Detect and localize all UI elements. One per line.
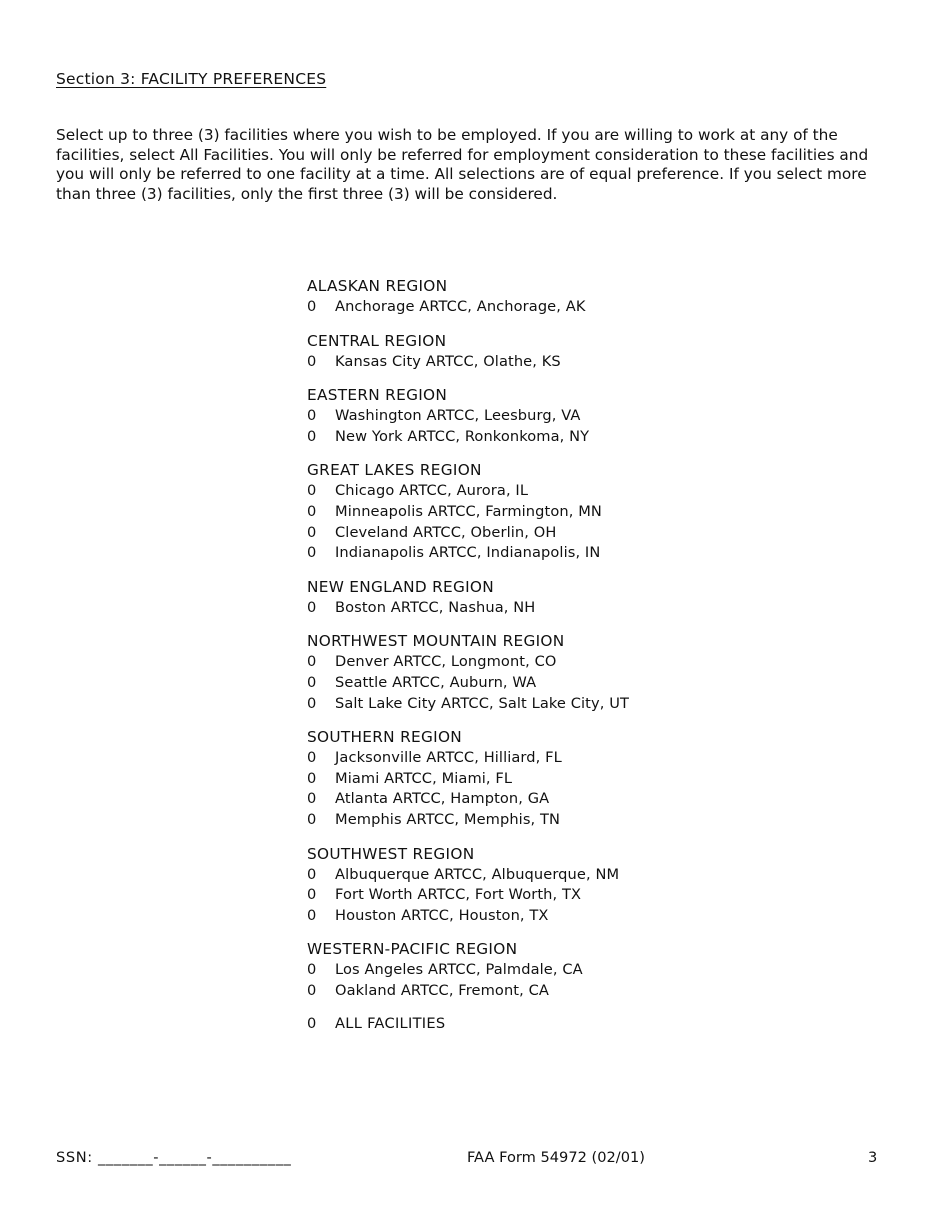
- facility-checkbox[interactable]: 0: [307, 502, 317, 520]
- region-group: [307, 939, 867, 1001]
- form-number: FAA Form 54972 (02/01): [467, 1149, 645, 1166]
- facility-label: Cleveland ARTCC, Oberlin, OH: [335, 523, 557, 541]
- region-group: [307, 577, 867, 619]
- facility-label: Atlanta ARTCC, Hampton, GA: [335, 790, 550, 808]
- facility-option[interactable]: [307, 673, 867, 694]
- facility-option[interactable]: [307, 427, 867, 448]
- facility-option[interactable]: [307, 502, 867, 523]
- facility-option[interactable]: [307, 694, 867, 715]
- facility-option[interactable]: [307, 406, 867, 427]
- facility-checkbox[interactable]: 0: [307, 298, 317, 315]
- facility-label: Chicago ARTCC, Aurora, IL: [335, 482, 529, 500]
- facility-option[interactable]: [307, 652, 867, 673]
- facility-option[interactable]: [307, 748, 867, 769]
- region-group: [307, 385, 867, 447]
- facility-label: Houston ARTCC, Houston, TX: [335, 906, 549, 924]
- facility-label: New York ARTCC, Ronkonkoma, NY: [335, 427, 590, 445]
- page-number: 3: [868, 1149, 878, 1166]
- region-group: [307, 631, 867, 714]
- facility-checkbox[interactable]: 0: [307, 694, 317, 712]
- facility-label: Indianapolis ARTCC, Indianapolis, IN: [335, 544, 601, 562]
- facility-label: Salt Lake City ARTCC, Salt Lake City, UT: [335, 694, 629, 712]
- facility-label: Minneapolis ARTCC, Farmington, MN: [335, 502, 602, 520]
- facility-checkbox[interactable]: 0: [307, 673, 317, 691]
- facility-option[interactable]: [307, 598, 867, 619]
- facility-checkbox[interactable]: 0: [307, 961, 317, 979]
- facility-label: Seattle ARTCC, Auburn, WA: [335, 673, 537, 691]
- region-heading: SOUTHERN REGION: [307, 728, 463, 747]
- region-heading: WESTERN-PACIFIC REGION: [307, 940, 518, 959]
- region-group: [307, 844, 867, 927]
- all-facilities-checkbox[interactable]: 0: [307, 1015, 317, 1033]
- facility-label: Oakland ARTCC, Fremont, CA: [335, 981, 549, 999]
- facility-option[interactable]: [307, 906, 867, 927]
- facility-label: Denver ARTCC, Longmont, CO: [335, 653, 557, 671]
- all-facilities-option[interactable]: [307, 1014, 867, 1035]
- facility-checkbox[interactable]: 0: [307, 653, 317, 671]
- facility-label: Albuquerque ARTCC, Albuquerque, NM: [335, 865, 620, 883]
- facility-option[interactable]: [307, 543, 867, 564]
- region-group: [307, 460, 867, 563]
- facility-label: Miami ARTCC, Miami, FL: [335, 769, 513, 787]
- facility-label: Memphis ARTCC, Memphis, TN: [335, 810, 561, 828]
- facility-label: Los Angeles ARTCC, Palmdale, CA: [335, 961, 583, 979]
- facility-label: Boston ARTCC, Nashua, NH: [335, 598, 536, 616]
- facility-checkbox[interactable]: 0: [307, 544, 317, 562]
- region-heading: EASTERN REGION: [307, 386, 448, 405]
- facility-option[interactable]: [307, 769, 867, 790]
- region-heading: NORTHWEST MOUNTAIN REGION: [307, 632, 565, 651]
- facility-label: Kansas City ARTCC, Olathe, KS: [335, 352, 561, 370]
- facility-checkbox[interactable]: 0: [307, 886, 317, 904]
- facility-checkbox[interactable]: 0: [307, 865, 317, 883]
- facility-option[interactable]: [307, 810, 867, 831]
- facility-checkbox[interactable]: 0: [307, 981, 317, 999]
- section-title: Section 3: FACILITY PREFERENCES: [56, 70, 327, 88]
- region-heading: ALASKAN REGION: [307, 277, 448, 295]
- ssn-field[interactable]: SSN: _______-______-__________: [56, 1149, 292, 1166]
- facility-label: Washington ARTCC, Leesburg, VA: [335, 407, 581, 425]
- region-group: [307, 276, 867, 318]
- region-heading: GREAT LAKES REGION: [307, 461, 482, 480]
- region-heading: CENTRAL REGION: [307, 331, 447, 350]
- facility-checkbox[interactable]: 0: [307, 749, 317, 767]
- facility-option[interactable]: [307, 960, 867, 981]
- facility-checkbox[interactable]: 0: [307, 427, 317, 445]
- region-heading: NEW ENGLAND REGION: [307, 577, 495, 596]
- facility-option[interactable]: [307, 352, 867, 373]
- facility-checkbox[interactable]: 0: [307, 769, 317, 787]
- facility-checkbox[interactable]: 0: [307, 790, 317, 808]
- facility-checkbox[interactable]: 0: [307, 482, 317, 500]
- facility-checkbox[interactable]: 0: [307, 906, 317, 924]
- region-group: [307, 331, 867, 373]
- facility-option[interactable]: [307, 981, 867, 1002]
- facility-option[interactable]: [307, 481, 867, 502]
- facility-checkbox[interactable]: 0: [307, 407, 317, 425]
- facility-checkbox[interactable]: 0: [307, 598, 317, 616]
- all-facilities-label: ALL FACILITIES: [335, 1015, 446, 1033]
- facility-option[interactable]: [307, 297, 867, 318]
- facility-option[interactable]: [307, 865, 867, 886]
- facility-label: Fort Worth ARTCC, Fort Worth, TX: [335, 886, 582, 904]
- facility-preferences-list: [307, 276, 867, 1035]
- facility-checkbox[interactable]: 0: [307, 810, 317, 828]
- region-heading: SOUTHWEST REGION: [307, 844, 475, 863]
- facility-option[interactable]: [307, 885, 867, 906]
- facility-option[interactable]: [307, 523, 867, 544]
- facility-option[interactable]: [307, 789, 867, 810]
- facility-checkbox[interactable]: 0: [307, 352, 317, 370]
- instructions-paragraph: Select up to three (3) facilities where you wish to be employed. If you are willing to work at any of the facilities, select All Facilities. You will only be referred for employment consideration to these facilities and you will only be referred to one facility at a time. All selections are of equal preference. If you select more than three (3) facilities, only the first three (3) will be considered.: [56, 126, 869, 203]
- facility-label: Jacksonville ARTCC, Hilliard, FL: [335, 749, 562, 767]
- facility-label: Anchorage ARTCC, Anchorage, AK: [335, 298, 586, 315]
- region-group: [307, 727, 867, 830]
- facility-checkbox[interactable]: 0: [307, 523, 317, 541]
